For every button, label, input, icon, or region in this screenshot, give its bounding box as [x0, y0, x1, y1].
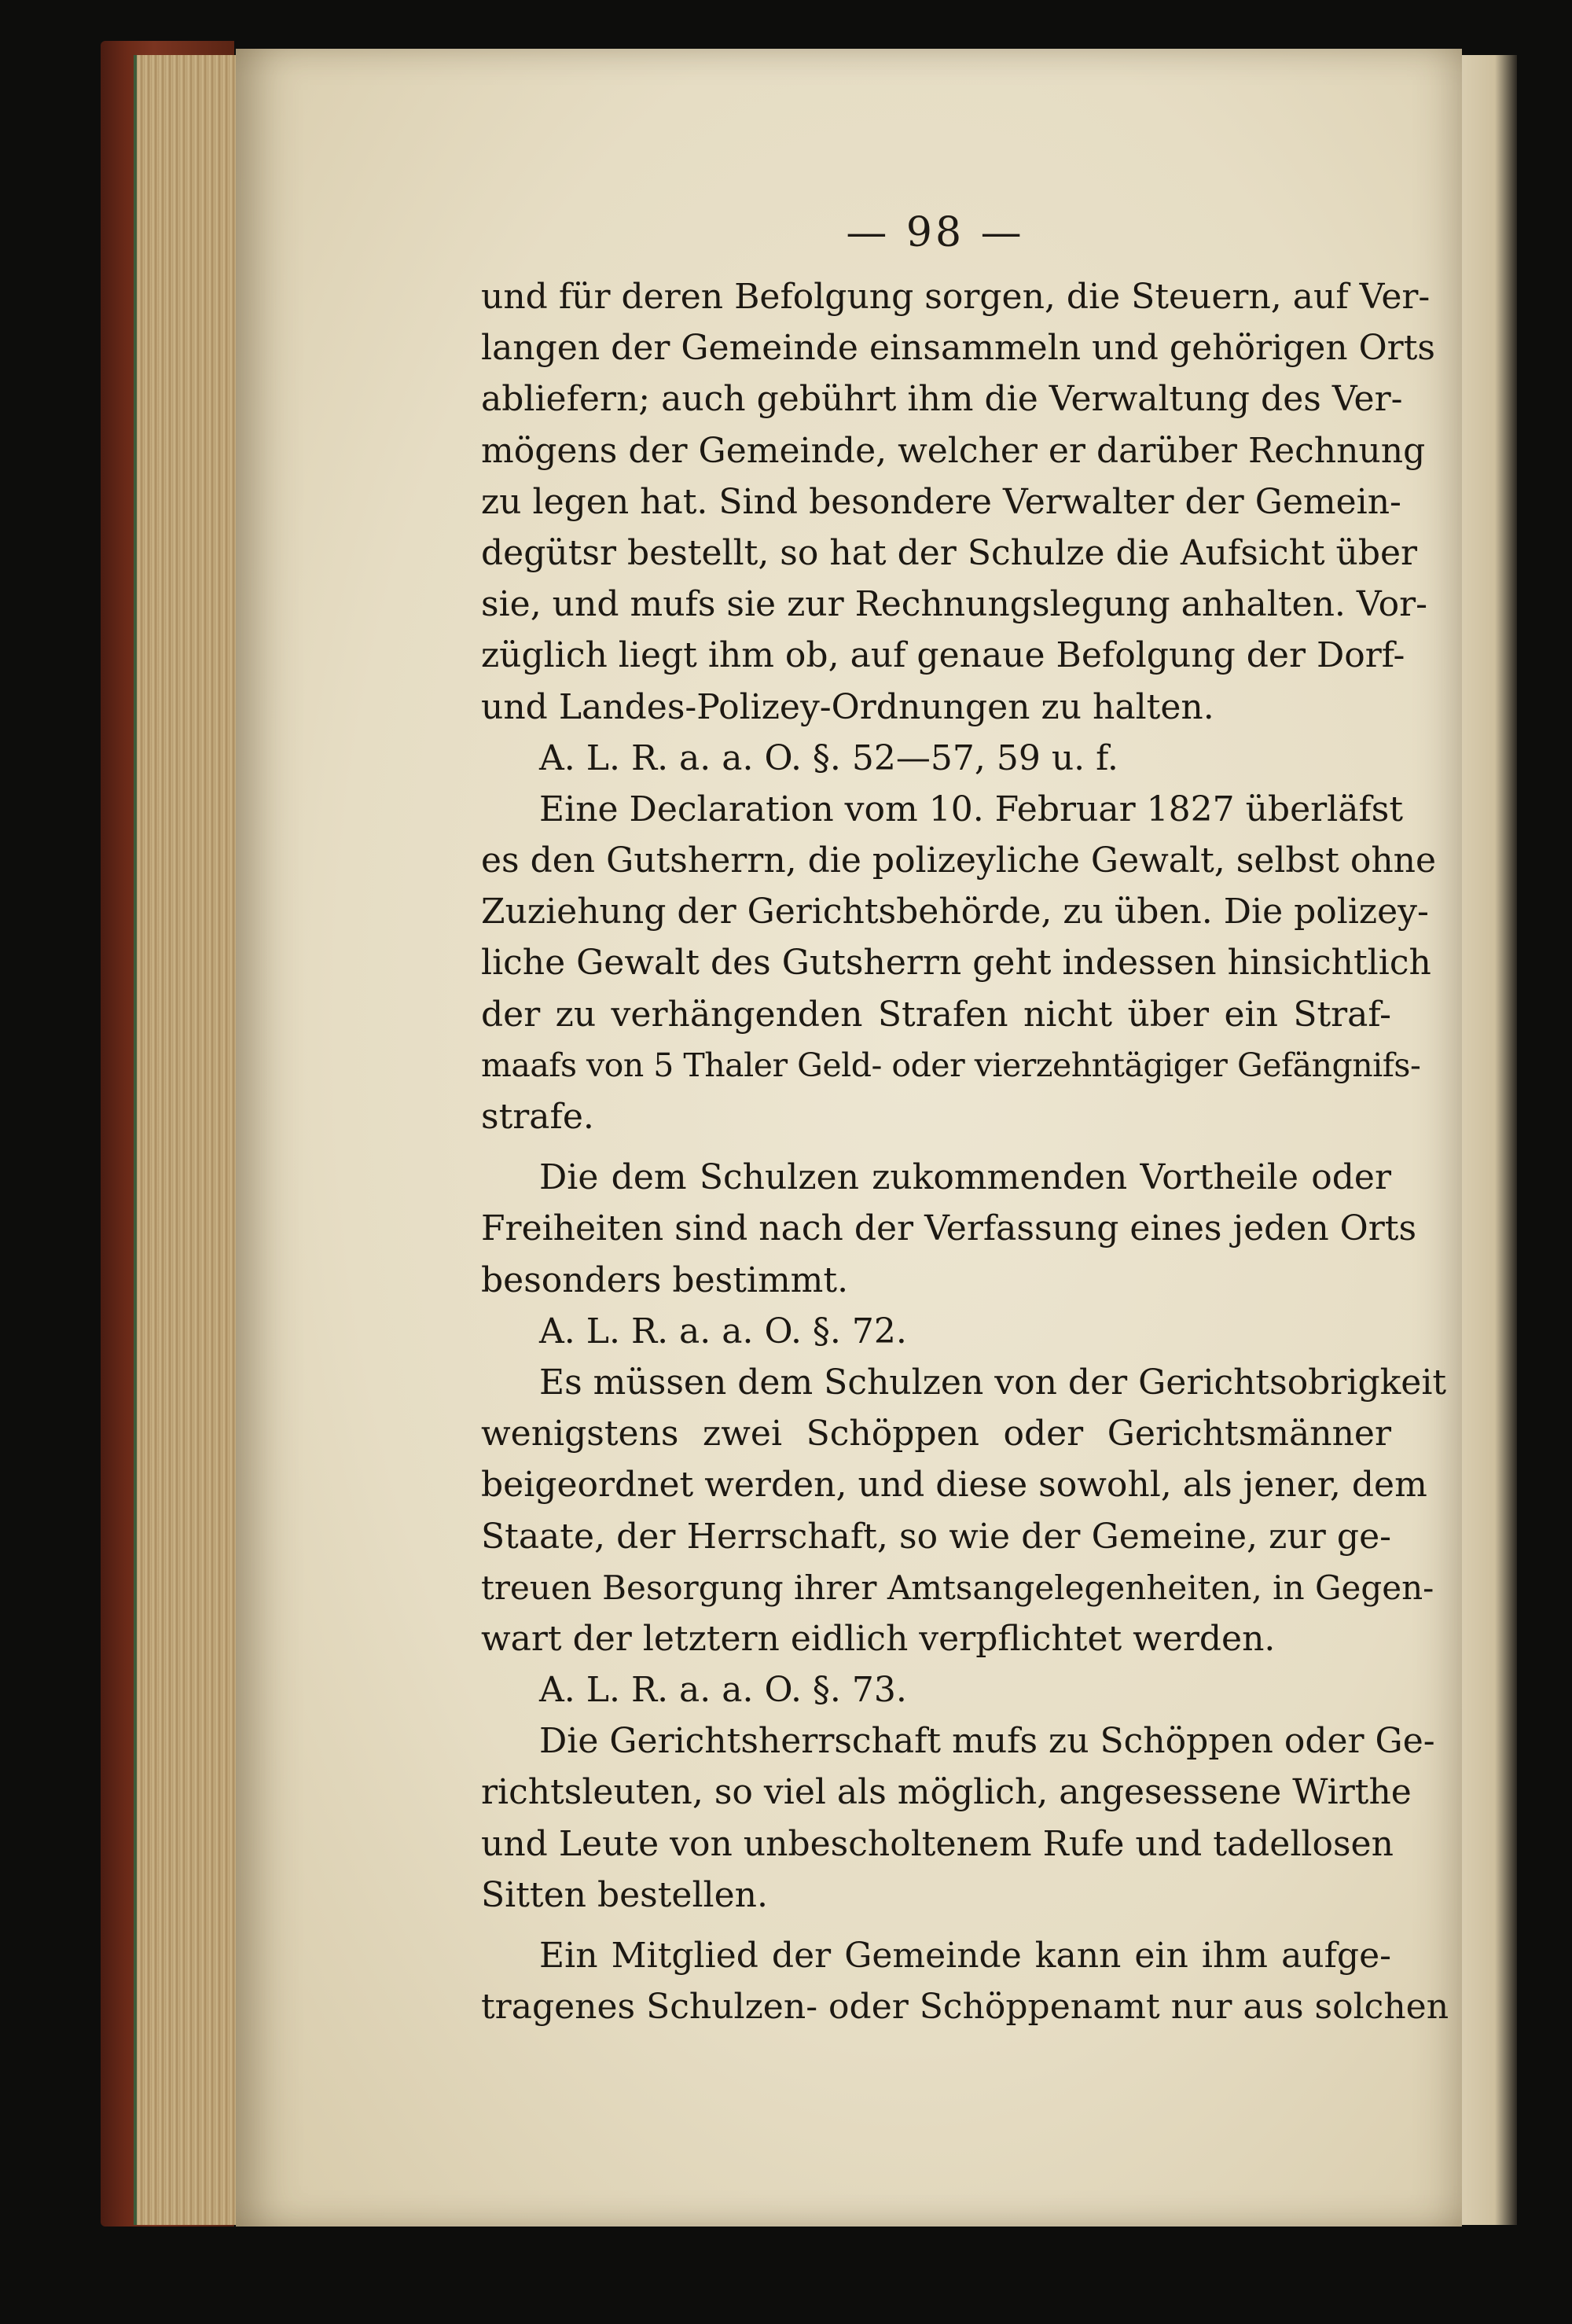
- text-line: Staate, der Herrschaft, so wie der Gemeine, zur ge-: [481, 1516, 1391, 1557]
- next-page-edge: [1462, 55, 1517, 2225]
- citation-line: A. L. R. a. a. O. §. 72.: [539, 1311, 907, 1351]
- text-line: und für deren Befolgung sorgen, die Steuern, auf Ver-: [481, 277, 1431, 317]
- text-line: richtsleuten, so viel als möglich, angesessene Wirthe: [481, 1772, 1412, 1813]
- text-line: und Leute von unbescholtenem Rufe und tadellosen: [481, 1823, 1394, 1864]
- text-line: liche Gewalt des Gutsherrn geht indessen hinsichtlich: [481, 943, 1431, 984]
- citation-line: A. L. R. a. a. O. §. 73.: [539, 1670, 907, 1711]
- text-line: Die Gerichtsherrschaft mufs zu Schöppen oder Ge-: [539, 1721, 1435, 1762]
- text-line: strafe.: [481, 1097, 594, 1137]
- text-line: Es müssen dem Schulzen von der Gerichtsobrigkeit: [539, 1362, 1447, 1403]
- text-line: beigeordnet werden, und diese sowohl, als jener, dem: [481, 1465, 1427, 1506]
- text-line: der zu verhängenden Strafen nicht über ein Straf-: [481, 994, 1391, 1035]
- text-line: und Landes-Polizey-Ordnungen zu halten.: [481, 686, 1214, 727]
- text-line: abliefern; auch gebührt ihm die Verwaltung des Ver-: [481, 379, 1403, 420]
- text-line: tragenes Schulzen- oder Schöppenamt nur aus solchen: [481, 1987, 1449, 2028]
- text-line: mögens der Gemeinde, welcher er darüber Rechnung: [481, 430, 1426, 471]
- text-line: züglich liegt ihm ob, auf genaue Befolgung der Dorf-: [481, 635, 1405, 676]
- text-line: maafs von 5 Thaler Geld- oder vierzehntägiger Gefängnifs-: [481, 1046, 1421, 1084]
- page-number: — 98 —: [846, 209, 1025, 256]
- text-line: es den Gutsherrn, die polizeyliche Gewalt, selbst ohne: [481, 840, 1437, 881]
- text-line: wart der letztern eidlich verpflichtet werden.: [481, 1618, 1276, 1659]
- text-line: Die dem Schulzen zukommenden Vortheile oder: [539, 1157, 1391, 1198]
- text-line: treuen Besorgung ihrer Amtsangelegenheiten, in Gegen-: [481, 1568, 1434, 1607]
- citation-line: A. L. R. a. a. O. §. 52—57, 59 u. f.: [539, 737, 1118, 778]
- text-line: Freiheiten sind nach der Verfassung eines jeden Orts: [481, 1208, 1417, 1249]
- text-line: Zuziehung der Gerichtsbehörde, zu üben. Die polizey-: [481, 892, 1429, 932]
- text-line: wenigstens zwei Schöppen oder Gerichtsmänner: [481, 1414, 1391, 1454]
- text-line: langen der Gemeinde einsammeln und gehörigen Orts: [481, 328, 1435, 369]
- text-line: degütsr bestellt, so hat der Schulze die Aufsicht über: [481, 532, 1418, 573]
- text-line: zu legen hat. Sind besondere Verwalter der Gemein-: [481, 481, 1401, 522]
- text-line: Ein Mitglied der Gemeinde kann ein ihm aufge-: [539, 1936, 1391, 1976]
- body-text: [481, 271, 1449, 2032]
- text-line: Eine Declaration vom 10. Februar 1827 überläfst: [539, 789, 1404, 829]
- text-line: besonders bestimmt.: [481, 1259, 849, 1300]
- text-line: sie, und mufs sie zur Rechnungslegung anhalten. Vor-: [481, 584, 1428, 625]
- text-line: Sitten bestellen.: [481, 1874, 768, 1915]
